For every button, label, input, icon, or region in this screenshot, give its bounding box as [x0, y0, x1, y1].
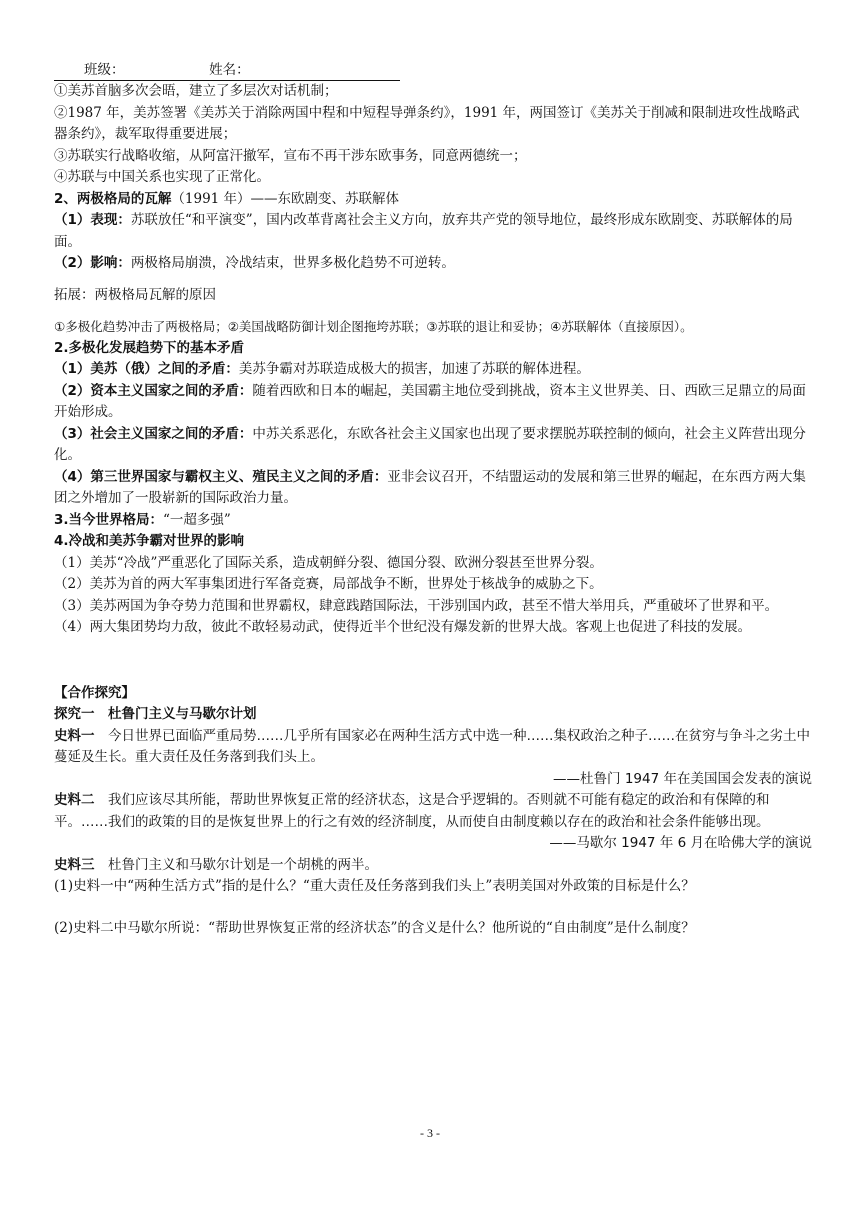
class-label: 班级：: [84, 62, 125, 78]
question: (1)史料一中“两种生活方式”指的是什么？“重大责任及任务落到我们头上”表明美国对外政策的目标是什么？: [54, 878, 695, 894]
section-heading: 4.冷战和美苏争霸对世界的影响: [54, 533, 245, 549]
paragraph-label: （4）第三世界国家与霸权主义、殖民主义之间的矛盾：: [54, 468, 388, 485]
section-heading: 2.多极化发展趋势下的基本矛盾: [54, 339, 245, 356]
paragraph-label: （2）资本主义国家之间的矛盾：: [54, 382, 253, 399]
paragraph: [54, 210, 812, 253]
document-page: [54, 60, 812, 939]
header-line: [54, 60, 400, 81]
paragraph-text: 随着西欧和日本的崛起，美国霸主地位受到挑战，资本主义世界美、日、西欧三足鼎立的局面开始形成。: [54, 382, 806, 420]
name-label: 姓名：: [209, 62, 250, 78]
section-title-rest: （1991 年）——东欧剧变、苏联解体: [171, 190, 400, 207]
paragraph-text: 中苏关系恶化，东欧各社会主义国家也出现了要求摆脱苏联控制的倾向，社会主义阵营出现分化。: [54, 425, 806, 463]
paragraph-text: 亚非会议召开，不结盟运动的发展和第三世界的崛起，在东西方两大集团之外增加了一股崭新的国际政治力量。: [54, 468, 806, 506]
question: (2)史料二中马歇尔所说：“帮助世界恢复正常的经济状态”的含义是什么？他所说的“自由制度”是什么制度？: [54, 919, 695, 936]
list-item: （1）美苏“冷战”严重恶化了国际关系，造成朝鲜分裂、德国分裂、欧洲分裂甚至世界分裂。: [54, 554, 603, 571]
list-item: （4）两大集团势均力敌，彼此不敢轻易动武，使得近半个世纪没有爆发新的世界大战。客观上也促进了科技的发展。: [54, 619, 752, 635]
explore-title: 探究一 杜鲁门主义与马歇尔计划: [54, 706, 257, 722]
cooperation-title: 【合作探究】: [54, 684, 135, 701]
page-number: - 3 -: [420, 1126, 440, 1140]
material-text: 杜鲁门主义和马歇尔计划是一个胡桃的两半。: [94, 856, 378, 873]
list-item: （2）美苏为首的两大军事集团进行军备竞赛，局部战争不断，世界处于核战争的威胁之下。: [54, 576, 603, 592]
material-block: [54, 790, 812, 833]
section-title: 3.当今世界格局：: [54, 511, 164, 528]
paragraph: [54, 253, 812, 275]
material-block: [54, 855, 812, 877]
material-label: 史料一: [54, 727, 95, 744]
paragraph: [54, 467, 812, 510]
material-source: ——杜鲁门 1947 年在美国国会发表的演说: [553, 770, 812, 787]
material-source: ——马歇尔 1947 年 6 月在哈佛大学的演说: [549, 835, 812, 851]
extension-title: 拓展：两极格局瓦解的原因: [54, 286, 216, 303]
section-title: 2、两极格局的瓦解: [54, 190, 172, 207]
section-title-rest: “一超多强”: [163, 511, 231, 528]
paragraph-label: （1）美苏（俄）之间的矛盾：: [54, 361, 239, 377]
list-item: ②1987 年，美苏签署《美苏关于消除两国中程和中短程导弹条约》，1991 年，两国签订《美苏关于削减和限制进攻性战略武器条约》，裁军取得重要进展；: [54, 104, 800, 142]
paragraph-text: 美苏争霸对苏联造成极大的损害，加速了苏联的解体进程。: [238, 361, 590, 377]
section-heading: [54, 189, 812, 211]
paragraph: [54, 424, 812, 467]
paragraph: [54, 359, 812, 381]
paragraph-text: 苏联放任“和平演变”，国内改革背离社会主义方向，放弃共产党的领导地位，最终形成东欧剧变、苏联解体的局面。: [54, 212, 793, 250]
paragraph: [54, 381, 812, 424]
list-item: ①美苏首脑多次会晤，建立了多层次对话机制；: [54, 83, 338, 99]
material-label: 史料二: [54, 792, 95, 808]
extension-text: ①多极化趋势冲击了两极格局；②美国战略防御计划企图拖垮苏联；③苏联的退让和妥协；④苏联解体（直接原因）。: [54, 319, 693, 334]
material-text: 我们应该尽其所能，帮助世界恢复正常的经济状态，这是合乎逻辑的。否则就不可能有稳定的政治和有保障的和平。……我们的政策的目的是恢复世界上的行之有效的经济制度，从而使自由制度赖以存在的政治和社会条件能够出现。: [54, 792, 770, 830]
paragraph-label: （3）社会主义国家之间的矛盾：: [54, 425, 253, 442]
paragraph-text: 两极格局崩溃，冷战结束，世界多极化趋势不可逆转。: [130, 255, 455, 271]
list-item: ③苏联实行战略收缩，从阿富汗撤军，宣布不再干涉东欧事务，同意两德统一；: [54, 147, 527, 164]
material-text: 今日世界已面临严重局势……几乎所有国家必在两种生活方式中选一种……集权政治之种子……在贫穷与争斗之劣土中蔓延及生长。重大责任及任务落到我们头上。: [54, 727, 810, 765]
paragraph-label: （2）影响：: [54, 255, 131, 271]
material-label: 史料三: [54, 856, 95, 873]
section-heading: [54, 510, 812, 532]
list-item: （3）美苏两国为争夺势力范围和世界霸权，肆意践踏国际法，干涉别国内政，甚至不惜大举用兵，严重破坏了世界和平。: [54, 597, 779, 614]
list-item: ④苏联与中国关系也实现了正常化。: [54, 169, 270, 185]
paragraph-label: （1）表现：: [54, 212, 131, 228]
material-block: [54, 726, 812, 769]
